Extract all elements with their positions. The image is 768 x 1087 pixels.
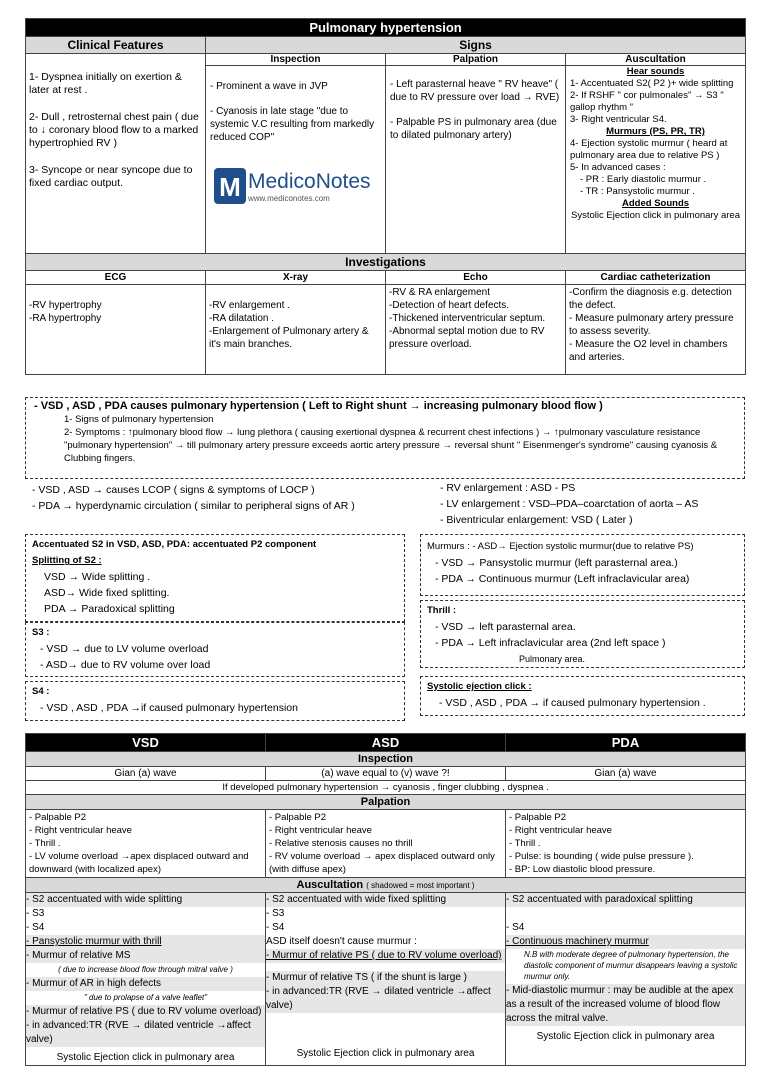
ausc-item: - S3 [26,908,45,919]
ausc-item: " due to prolapse of a valve leaflet" [83,993,208,1002]
palp-asd [266,810,506,878]
logo-url: www.mediconotes.com [248,193,330,203]
thrill-head: Thrill : [427,605,457,616]
inv-item: -Thickened interventricular septum. [389,313,546,324]
cath-cell [566,285,746,375]
ausc-item: N.B with moderate degree of pulmonary hypertension, the diastolic component of murmur disappears leaving a systolic murmur only. [524,950,738,981]
cmp-palpation-header: Palpation [26,795,746,810]
ausc-click: Systolic Ejection click in pulmonary area [56,1052,235,1063]
ausc-asd [266,893,506,1066]
mid-item: - LV enlargement : VSD–PDA–coarctation of aorta – AS [440,498,699,510]
palp-pda [506,810,746,878]
s4-item: - VSD , ASD , PDA →if caused pulmonary hypertension [40,702,298,714]
palp-item: - Palpable P2 [269,812,327,823]
palp-item: - BP: Low diastolic blood pressure. [509,864,656,875]
s4-box [25,681,405,721]
ausc-item: 4- Ejection systolic murmur ( heard at pulmonary area due to relative PS ) [570,138,728,161]
ausc-item: - S2 accentuated with wide splitting [26,893,265,907]
inv-item: - Measure the O2 level in chambers and arteries. [569,339,728,363]
logo [212,166,385,206]
s2-item: PDA → Paradoxical splitting [44,603,175,615]
ausc-item: - PR : Early diastolic murmur . [580,174,707,185]
s3-item: - ASD→ due to RV volume over load [40,659,211,671]
click-head: Systolic ejection click : [427,681,532,692]
ausc-vsd [26,893,266,1066]
cmp-inspection-header: Inspection [26,752,746,767]
cmp-wave: (a) wave equal to (v) wave ?! [266,767,506,781]
palp-item: - Left parasternal heave " RV heave" ( due to RV pressure over load → RVE) [390,79,560,103]
pulmonary-hypertension-table [25,18,745,375]
auscultation-header: Auscultation [566,54,745,66]
comparison-table [25,733,745,1066]
ausc-pda [506,893,746,1066]
thrill-item: Pulmonary area. [519,654,586,664]
ausc-item: - S2 accentuated with wide fixed splitting [266,893,505,907]
ausc-item: - Mid-diastolic murmur : may be audible at the apex as a result of the increased volume of blood flow across the mitral valve. [506,984,745,1026]
mid-left [32,482,412,514]
mediconotes-logo-icon [212,166,248,206]
mid-item: - PDA → hyperdynamic circulation ( similar to peripheral signs of AR ) [32,500,355,512]
ausc-item: 3- Right ventricular S4. [570,114,667,125]
ausc-item: 1- Accentuated S2( P2 )+ wide splitting [570,78,734,89]
palp-item: - Pulse: is bounding ( wide pulse pressure ). [509,851,694,862]
palp-item: - Palpable PS in pulmonary area (due to dilated pulmonary artery) [390,117,557,141]
signs-header: Signs [206,37,746,54]
added-sounds-header: Added Sounds [622,198,690,209]
inv-item: -RV hypertrophy [29,300,102,311]
ausc-item: - in advanced:TR (RVE → dilated ventricle →affect valve) [26,1019,265,1047]
ausc-item: - Pansystolic murmur with thrill [26,935,265,949]
murmur-item: - VSD → Pansystolic murmur (left parasternal area.) [435,557,678,569]
auscultation-col [566,54,746,254]
palp-item: - Palpable P2 [509,812,567,823]
page-title: Pulmonary hypertension [26,19,746,37]
s3-item: - VSD → due to LV volume overload [40,643,209,655]
cmp-head-pda: PDA [506,734,746,752]
svg-text:M: M [219,172,241,202]
ausc-click: Systolic Ejection click in pulmonary area [536,1031,715,1042]
palp-item: - Right ventricular heave [269,825,372,836]
ausc-item: 2- If RSHF " cor pulmonales" → S3 " gallop rhythm " [570,90,724,113]
cmp-wave: Gian (a) wave [506,767,746,781]
ausc-click: Systolic Ejection click in pulmonary area [296,1048,475,1059]
inv-item: -RV enlargement . [209,300,290,311]
clinical-features [26,54,206,254]
insp-item: - Prominent a wave in JVP [210,81,328,92]
palpation-header: Palpation [386,54,565,66]
ausc-item: - Murmur of relative PS ( due to RV volume overload) [266,949,505,963]
inv-item: -Detection of heart defects. [389,300,510,311]
insp-item: - Cyanosis in late stage "due to systemic V.C resulting from markedly reduced COP" [210,106,375,143]
palp-item: - RV volume overload → apex displaced outward only (with diffuse apex) [269,851,495,875]
inv-item: -Abnormal septal motion due to RV pressure overload. [389,326,545,350]
s2-box [25,534,405,622]
ausc-item: - Murmur of relative TS ( if the shunt is large ) [266,971,505,985]
xray-cell [206,285,386,375]
s2-item: VSD → Wide splitting . [44,571,151,583]
palp-item: - Thrill . [29,838,61,849]
palp-item: - LV volume overload →apex displaced outward and downward (with localized apex) [29,851,249,875]
mid-right [440,480,745,528]
echo-cell [386,285,566,375]
palp-item: - Right ventricular heave [29,825,132,836]
ausc-item: - S4 [26,922,45,933]
cmp-wave: Gian (a) wave [26,767,266,781]
click-item: - VSD , ASD , PDA → if caused pulmonary hypertension . [439,697,706,709]
ausc-item: - S4 [266,922,285,933]
shunt-title: - VSD , ASD , PDA causes pulmonary hypertension ( Left to Right shunt → increasing pulmonary blood flow ) [34,400,603,412]
inv-item: - Measure pulmonary artery pressure to assess severity. [569,313,734,337]
ausc-note: ( shadowed = most important ) [366,881,475,890]
palpation-col [386,54,566,254]
palp-item: - Palpable P2 [29,812,87,823]
ausc-item: - Murmur of relative MS [26,949,265,963]
cmp-head-asd: ASD [266,734,506,752]
cmp-auscultation-header [26,878,746,893]
palp-item: - Right ventricular heave [509,825,612,836]
palp-vsd [26,810,266,878]
thrill-item: - VSD → left parasternal area. [435,621,576,633]
inv-item: -RV & RA enlargement [389,287,490,298]
clinical-item: 1- Dyspnea initially on exertion & later at rest . [29,71,182,96]
thrill-item: - PDA → Left infraclavicular area (2nd left space ) [435,637,666,649]
click-box [420,676,745,716]
mid-item: - VSD , ASD → causes LCOP ( signs & symptoms of LOCP ) [32,484,315,496]
palp-item: - Thrill . [509,838,541,849]
clinical-item: 2- Dull , retrosternal chest pain ( due to ↓ coronary blood flow to a marked hypertrophied RV ) [29,111,199,149]
shunt-box [25,397,745,479]
inv-head: Cardiac catheterization [566,271,746,285]
shunt-item: 2- Symptoms : ↑pulmonary blood flow → lung plethora ( causing exertional dyspnea & recurrent chest infections ) → ↑pulmonary vasculature resistance "pulmonary hypertension" → till pulmonary artery pressure exceeds aortic artery pressure → reversal shunt " Eisenmenger's syndrome" causing cyanosis & Clubbing fingers. [64,427,718,464]
s4-head: S4 : [32,686,50,697]
inv-item: -RA hypertrophy [29,313,102,324]
murmur-head: Murmurs : - ASD→ Ejection systolic murmur(due to relative PS) [427,541,694,552]
ausc-item: Systolic Ejection click in pulmonary area [571,210,740,221]
mid-item: - RV enlargement : ASD - PS [440,482,576,494]
s3-head: S3 : [32,627,50,638]
ausc-item: - S4 [506,922,525,933]
logo-name: MedicoNotes [248,169,371,193]
s3-box [25,622,405,677]
ausc-item: - S2 accentuated with paradoxical splitting [506,893,745,907]
inv-head: X-ray [206,271,386,285]
inv-item: -RA dilatation . [209,313,275,324]
murmur-item: - PDA → Continuous murmur (Left infraclavicular area) [435,573,690,585]
clinical-header: Clinical Features [26,37,206,54]
ecg-cell [26,285,206,375]
s2-head: Accentuated S2 in VSD, ASD, PDA: accentuated P2 component [32,539,317,550]
ausc-item: - S3 [266,908,285,919]
shunt-item: 1- Signs of pulmonary hypertension [64,414,214,425]
ausc-item: - Murmur of relative PS ( due to RV volume overload) [26,1005,265,1019]
ausc-item: - in advanced:TR (RVE → dilated ventricle →affect valve) [266,985,505,1013]
murmurs-header: Murmurs (PS, PR, TR) [606,126,705,137]
investigations-header: Investigations [26,254,746,271]
thrill-box [420,600,745,668]
ausc-item: ASD itself doesn't cause murmur : [266,936,417,947]
murmur-box [420,534,745,596]
hear-sounds-header: Hear sounds [626,66,685,77]
s2-split: Splitting of S2 : [32,555,102,566]
cmp-ph: If developed pulmonary hypertension → cyanosis , finger clubbing , dyspnea . [26,781,746,795]
inv-head: ECG [26,271,206,285]
mid-item: - Biventricular enlargement: VSD ( Later ) [440,514,633,526]
inv-item: -Enlargement of Pulmonary artery & it's main branches. [209,326,369,350]
s2-item: ASD→ Wide fixed splitting. [44,587,170,599]
ausc-item: - Continuous machinery murmur [506,935,745,949]
inv-head: Echo [386,271,566,285]
inv-item: -Confirm the diagnosis e.g. detection the defect. [569,287,732,311]
ausc-item: - Murmur of AR in high defects [26,977,265,991]
ausc-title: Auscultation [296,879,364,891]
clinical-item: 3- Syncope or near syncope due to fixed cardiac output. [29,164,193,189]
ausc-item: - TR : Pansystolic murmur . [580,186,695,197]
cmp-head-vsd: VSD [26,734,266,752]
ausc-item: ( due to increase blood flow through mitral valve ) [58,965,233,974]
inspection-header: Inspection [206,54,385,66]
inspection-col [206,54,386,254]
palp-item: - Relative stenosis causes no thrill [269,838,413,849]
ausc-item: 5- In advanced cases : [570,162,666,173]
